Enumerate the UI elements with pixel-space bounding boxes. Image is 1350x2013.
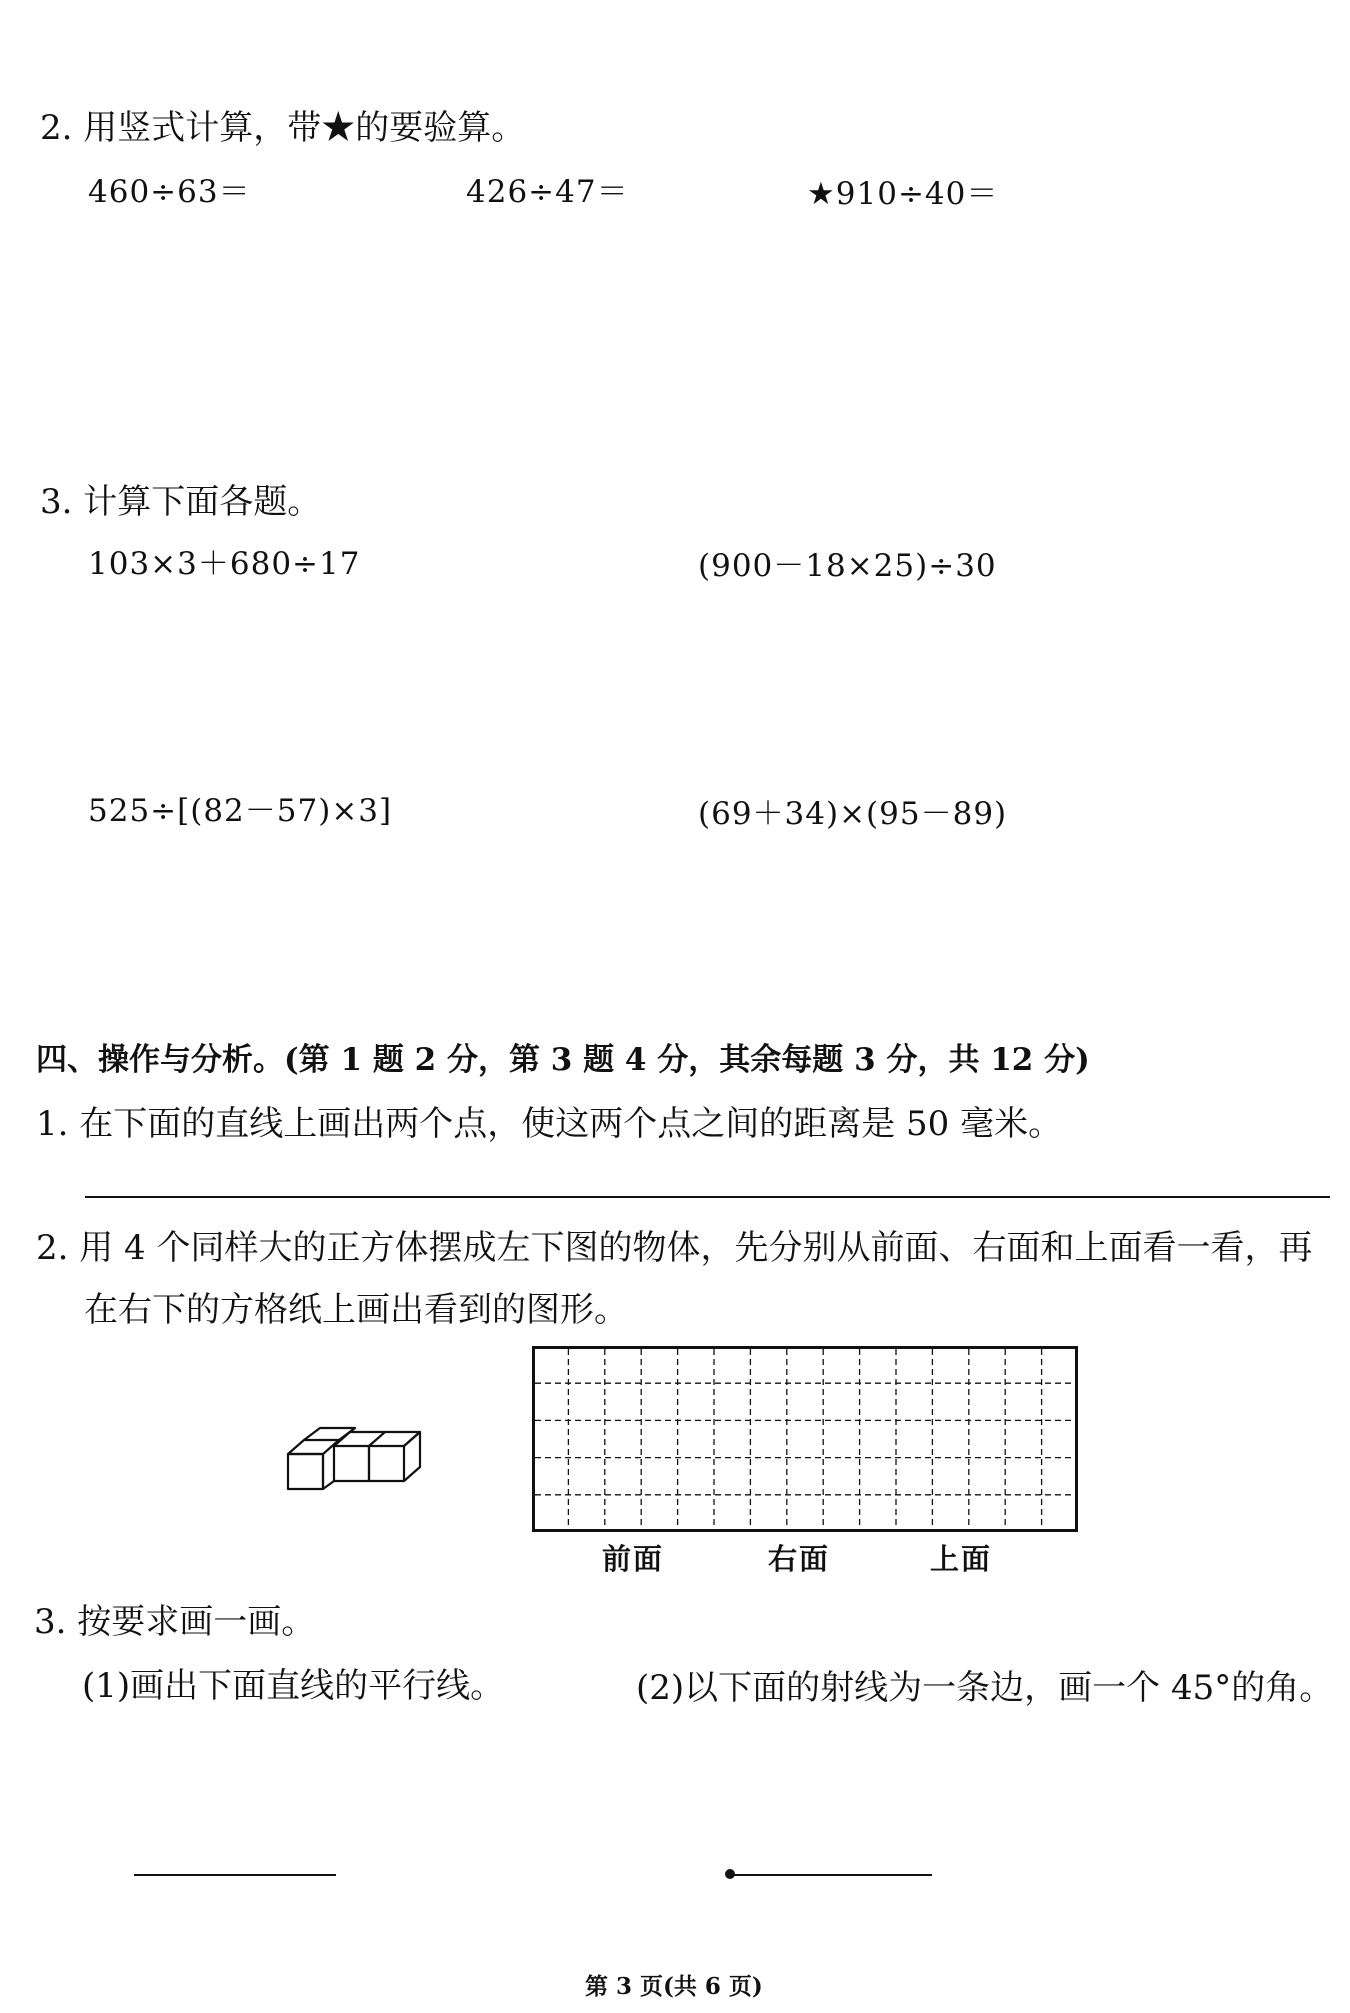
calc-expression-1: 103×3＋680÷17 xyxy=(88,546,361,582)
calc-expression-3: 525÷[(82－57)×3] xyxy=(88,793,393,829)
expression-1: 460÷63＝ xyxy=(88,174,251,210)
measurement-line[interactable] xyxy=(85,1196,1330,1198)
expression-2: 426÷47＝ xyxy=(466,174,629,210)
given-straight-line[interactable] xyxy=(134,1874,336,1876)
given-ray[interactable] xyxy=(730,1874,932,1876)
grid-label-top: 上面 xyxy=(930,1542,993,1576)
ray-endpoint-dot xyxy=(725,1869,735,1879)
question-3-part-1: (1)画出下面直线的平行线。 xyxy=(82,1666,505,1706)
grid-paper[interactable] xyxy=(532,1346,1078,1532)
page-footer: 第 3 页(共 6 页) xyxy=(585,1973,763,2000)
section-4-question-3: 3. 按要求画一画。 xyxy=(34,1602,316,1642)
question-3-title: 3. 计算下面各题。 xyxy=(40,482,322,522)
question-3-part-2: (2)以下面的射线为一条边，画一个 45°的角。 xyxy=(636,1668,1334,1708)
section-4-question-1: 1. 在下面的直线上画出两个点，使这两个点之间的距离是 50 毫米。 xyxy=(36,1104,1063,1144)
question-2-title: 2. 用竖式计算，带★的要验算。 xyxy=(40,108,526,148)
grid-label-right: 右面 xyxy=(768,1542,831,1576)
grid-label-front: 前面 xyxy=(602,1542,665,1576)
section-4-question-2-line-1: 2. 用 4 个同样大的正方体摆成左下图的物体，先分别从前面、右面和上面看一看，再 xyxy=(36,1228,1313,1268)
section-4-question-2-line-2: 在右下的方格纸上画出看到的图形。 xyxy=(84,1290,628,1330)
cube-figure xyxy=(284,1424,426,1494)
section-4-header: 四、操作与分析。(第 1 题 2 分，第 3 题 4 分，其余每题 3 分，共 12 分) xyxy=(36,1042,1090,1078)
calc-expression-4: (69＋34)×(95－89) xyxy=(698,796,1008,832)
expression-3-starred: ★910÷40＝ xyxy=(807,176,999,212)
calc-expression-2: (900－18×25)÷30 xyxy=(698,548,997,584)
